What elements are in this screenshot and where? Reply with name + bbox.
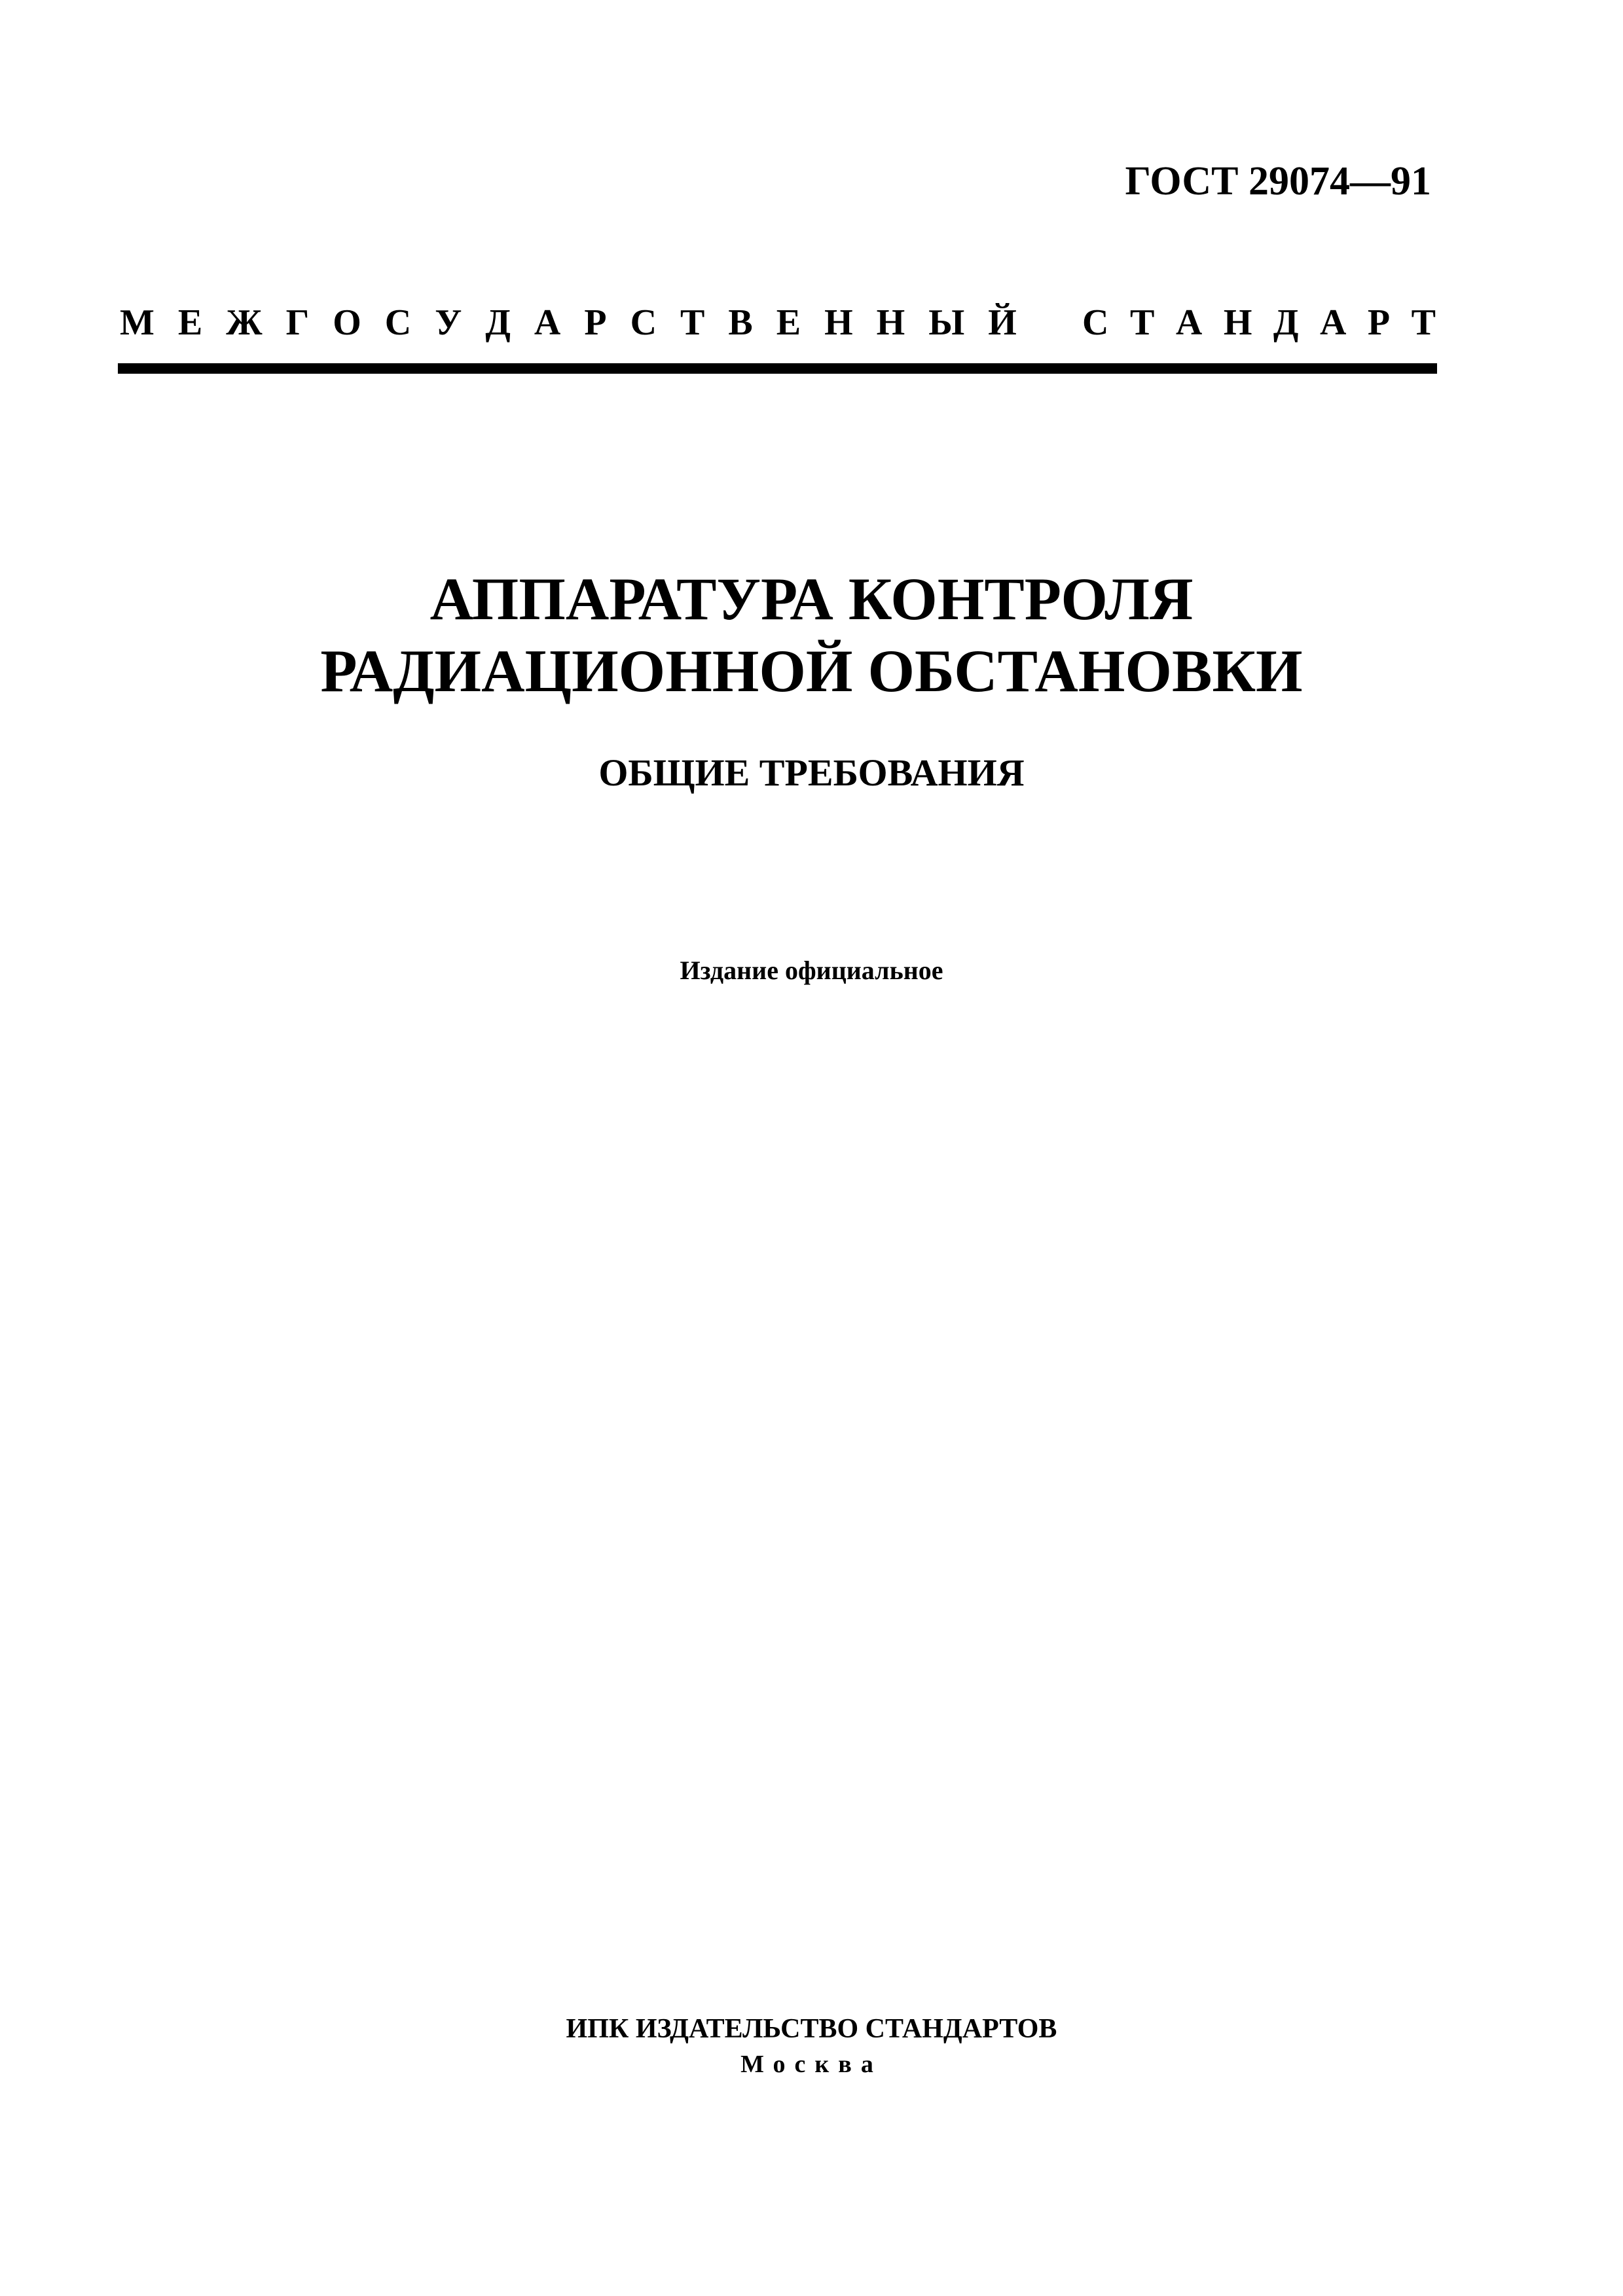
title-line-2: РАДИАЦИОННОЙ ОБСТАНОВКИ xyxy=(320,637,1303,704)
heading-letter: Ж xyxy=(226,302,263,343)
heading-letter: А xyxy=(1319,302,1347,343)
interstate-word xyxy=(120,304,1017,341)
heading-letter: Е xyxy=(177,302,203,343)
standard-word xyxy=(1082,304,1436,341)
heading-letter: Н xyxy=(876,302,905,343)
heading-letter: Н xyxy=(824,302,853,343)
heading-letter: Г xyxy=(285,302,310,343)
heading-letter: М xyxy=(120,302,155,343)
heading-letter: О xyxy=(333,302,361,343)
heading-letter: Т xyxy=(1129,302,1155,343)
heading-letter: Р xyxy=(584,302,607,343)
heading-letter: Н xyxy=(1223,302,1252,343)
interstate-standard-heading xyxy=(120,303,1436,342)
heading-letter: Е xyxy=(776,302,801,343)
heading-letter: В xyxy=(728,302,753,343)
heading-letter: Т xyxy=(1411,302,1436,343)
publisher-city: Москва xyxy=(740,2051,883,2078)
publisher-name: ИПК ИЗДАТЕЛЬСТВО СТАНДАРТОВ xyxy=(566,2014,1057,2044)
edition-note: Издание официальное xyxy=(680,956,943,985)
heading-letter: С xyxy=(630,302,657,343)
heading-letter: Р xyxy=(1367,302,1391,343)
heading-letter: С xyxy=(1082,302,1109,343)
heading-letter: Т xyxy=(680,302,705,343)
heading-letter: А xyxy=(534,302,561,343)
heading-letter: У xyxy=(435,302,462,343)
document-title xyxy=(0,563,1623,707)
heading-letter: С xyxy=(384,302,412,343)
heading-letter: А xyxy=(1175,302,1203,343)
heading-letter: Д xyxy=(1273,302,1299,343)
heading-letter: Ы xyxy=(928,302,965,343)
document-subtitle: ОБЩИЕ ТРЕБОВАНИЯ xyxy=(598,751,1025,794)
heading-letter: Й xyxy=(988,302,1017,343)
standard-number: ГОСТ 29074—91 xyxy=(1125,159,1431,204)
header-rule xyxy=(118,363,1437,374)
heading-letter: Д xyxy=(485,302,511,343)
title-line-1: АППАРАТУРА КОНТРОЛЯ xyxy=(429,565,1194,632)
